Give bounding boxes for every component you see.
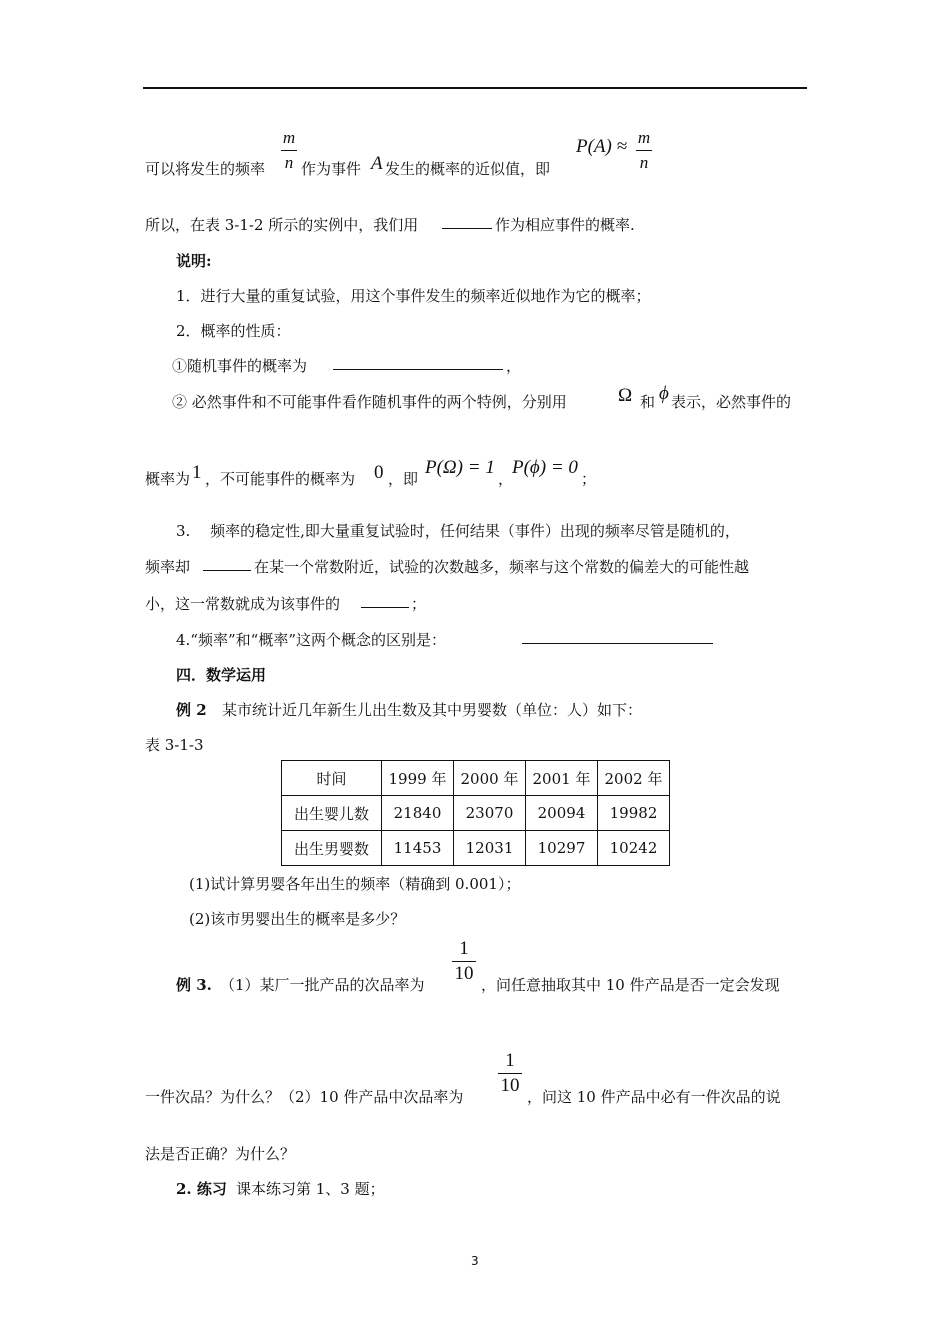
section-heading: 四．数学运用 [176,666,267,684]
table-cell: 21840 [382,796,454,831]
fraction-one-tenth [452,939,476,984]
table-cell: 12031 [454,831,526,866]
prop2-text-a: ② 必然事件和不可能事件看作随机事件的两个特例，分别用 [172,393,567,411]
question-2: (2)该市男婴出生的概率是多少？ [189,910,406,928]
blank-prop1 [333,355,503,370]
example2-text: 某市统计近几年新生儿出生数及其中男婴数（单位：人）如下： [222,701,643,719]
page-number: 3 [471,1254,479,1268]
table-cell: 10242 [598,831,670,866]
line1-text-b: 作为事件 [301,160,362,178]
fraction-numerator: m [637,128,651,147]
example3-line3: 法是否正确？为什么？ [145,1145,296,1163]
prop2b-text-c: ，即 [388,470,419,488]
fraction-bar [281,150,297,151]
table-caption: 表 3-1-3 [145,736,204,754]
fraction-denominator: n [284,153,294,172]
table-header-cell: 时间 [282,761,382,796]
table-row [282,831,670,866]
prop1-comma: ， [506,357,522,375]
table-header-cell: 2001 年 [526,761,598,796]
question-1: (1)试计算男婴各年出生的频率（精确到 0.001）； [189,875,521,893]
item3-end: ； [411,595,427,613]
blank-line2 [442,214,492,229]
note-1: 1．进行大量的重复试验，用这个事件发生的频率近似地作为它的概率； [176,287,651,305]
example3-line2-b: ，问这 10 件产品中必有一件次品的说 [527,1088,781,1106]
fraction-denominator: 10 [454,963,474,984]
table-cell: 23070 [454,796,526,831]
note-title: 说明: [176,252,212,270]
example3-text-b: ，问任意抽取其中 10 件产品是否一定会发现 [481,976,780,994]
example3-text-a: （1）某厂一批产品的次品率为 [220,976,425,994]
formula-pa-approx: P(A) ≈ [576,136,628,157]
item4-text: 4.“频率”和“概率”这两个概念的区别是： [176,631,446,649]
line2-text-a: 所以，在表 3-1-2 所示的实例中，我们用 [145,216,419,234]
table-header-row [282,761,670,796]
blank-item4 [522,629,713,644]
item3-line2-b: 在某一个常数附近，试验的次数越多，频率与这个常数的偏差大的可能性越 [254,558,750,576]
omega-symbol: Ω [618,385,633,406]
practice-text: 课本练习第 1、3 题； [236,1180,385,1198]
table-header-cell: 2002 年 [598,761,670,796]
item3-line1: 3. 频率的稳定性,即大量重复试验时，任何结果（事件）出现的频率尽管是随机的， [176,522,740,540]
table-cell: 10297 [526,831,598,866]
phi-symbol: ϕ [659,383,669,404]
prop1-text: ①随机事件的概率为 [172,357,308,375]
birth-data-table [281,760,670,866]
equation-p-phi: P(ϕ) = 0 [512,457,578,478]
prop2-text-c: 表示，必然事件的 [671,393,792,411]
fraction-numerator: 1 [505,1050,515,1071]
table-cell: 出生婴儿数 [282,796,382,831]
blank-item3-b [361,593,409,608]
table-row [282,796,670,831]
prop2b-text-e: ； [581,470,597,488]
fraction-numerator: 1 [459,938,469,959]
example3-label: 例 3. [176,976,212,994]
fraction-one-tenth-2 [498,1051,522,1096]
fraction-bar [636,150,652,151]
equation-p-omega: P(Ω) = 1 [425,457,495,478]
line1-text-c: 发生的概率的近似值，即 [385,160,551,178]
example2-label: 例 2 [176,701,207,719]
fraction-bar [452,961,476,962]
fraction-bar [498,1073,522,1074]
fraction-m-over-n [281,128,297,173]
value-one: 1 [192,462,202,483]
example3-line2-a: 一件次品？为什么？（2）10 件产品中次品率为 [145,1088,464,1106]
table-header-cell: 1999 年 [382,761,454,796]
prop2b-text-a: 概率为 [145,470,191,488]
note-2: 2．概率的性质： [176,322,291,340]
line2-text-b: 作为相应事件的概率. [495,216,635,234]
value-zero: 0 [374,462,384,483]
fraction-denominator: n [639,153,649,172]
table-cell: 19982 [598,796,670,831]
table-cell: 出生男婴数 [282,831,382,866]
fraction-numerator: m [282,128,296,147]
table-cell: 11453 [382,831,454,866]
header-rule [143,87,807,89]
prop2b-text-d: ， [498,470,514,488]
table-header-cell: 2000 年 [454,761,526,796]
prop2b-text-b: ，不可能事件的概率为 [205,470,356,488]
practice-label: 2. 练习 [176,1180,227,1198]
item3-line2-a: 频率却 [145,558,191,576]
fraction-m-over-n-2 [636,128,652,173]
prop2-text-b: 和 [640,393,656,411]
item3-line3: 小，这一常数就成为该事件的 [145,595,341,613]
event-A: A [371,153,383,174]
line1-text-a: 可以将发生的频率 [145,160,266,178]
table-cell: 20094 [526,796,598,831]
blank-item3-a [203,556,251,571]
fraction-denominator: 10 [500,1075,520,1096]
